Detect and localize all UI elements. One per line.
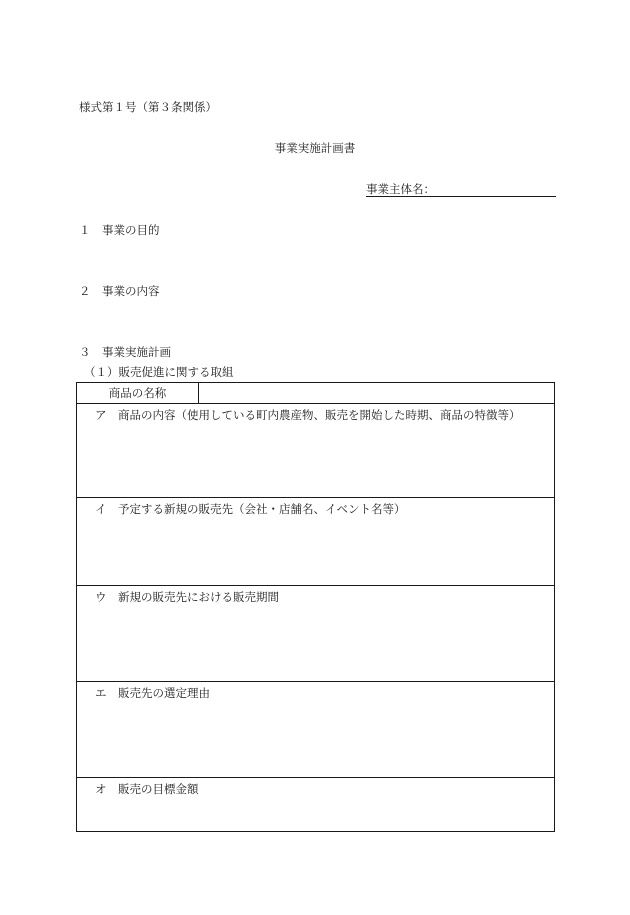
- new-sales-destination-row: [77, 498, 554, 586]
- sales-period-label: ウ 新規の販売先における販売期間: [95, 590, 279, 604]
- sales-period-row: [77, 586, 554, 682]
- product-name-row: [77, 383, 554, 404]
- selection-reason-row: [77, 682, 554, 778]
- new-sales-destination-label: イ 予定する新規の販売先（会社・店舗名、イベント名等）: [95, 502, 406, 516]
- product-name-label: 商品の名称: [77, 383, 199, 403]
- section-purpose-heading: １ 事業の目的: [79, 223, 160, 237]
- sales-target-amount-label: オ 販売の目標金額: [95, 782, 199, 796]
- document-title: 事業実施計画書: [274, 141, 356, 155]
- sales-target-amount-row: [77, 778, 554, 831]
- subsection-sales-promotion-heading: （１）販売促進に関する取組: [84, 365, 234, 379]
- form-number: 様式第１号（第３条関係）: [79, 100, 217, 114]
- applicant-name-label: 事業主体名：: [366, 182, 435, 196]
- section-content-heading: ２ 事業の内容: [79, 284, 160, 298]
- applicant-name-field: [366, 182, 556, 197]
- product-name-field: [199, 383, 554, 403]
- selection-reason-label: エ 販売先の選定理由: [95, 686, 210, 700]
- product-content-label: ア 商品の内容（使用している町内農産物、販売を開始した時期、商品の特徴等）: [95, 408, 521, 422]
- sales-plan-table: [76, 382, 555, 832]
- product-content-row: [77, 404, 554, 498]
- section-plan-heading: ３ 事業実施計画: [79, 345, 171, 359]
